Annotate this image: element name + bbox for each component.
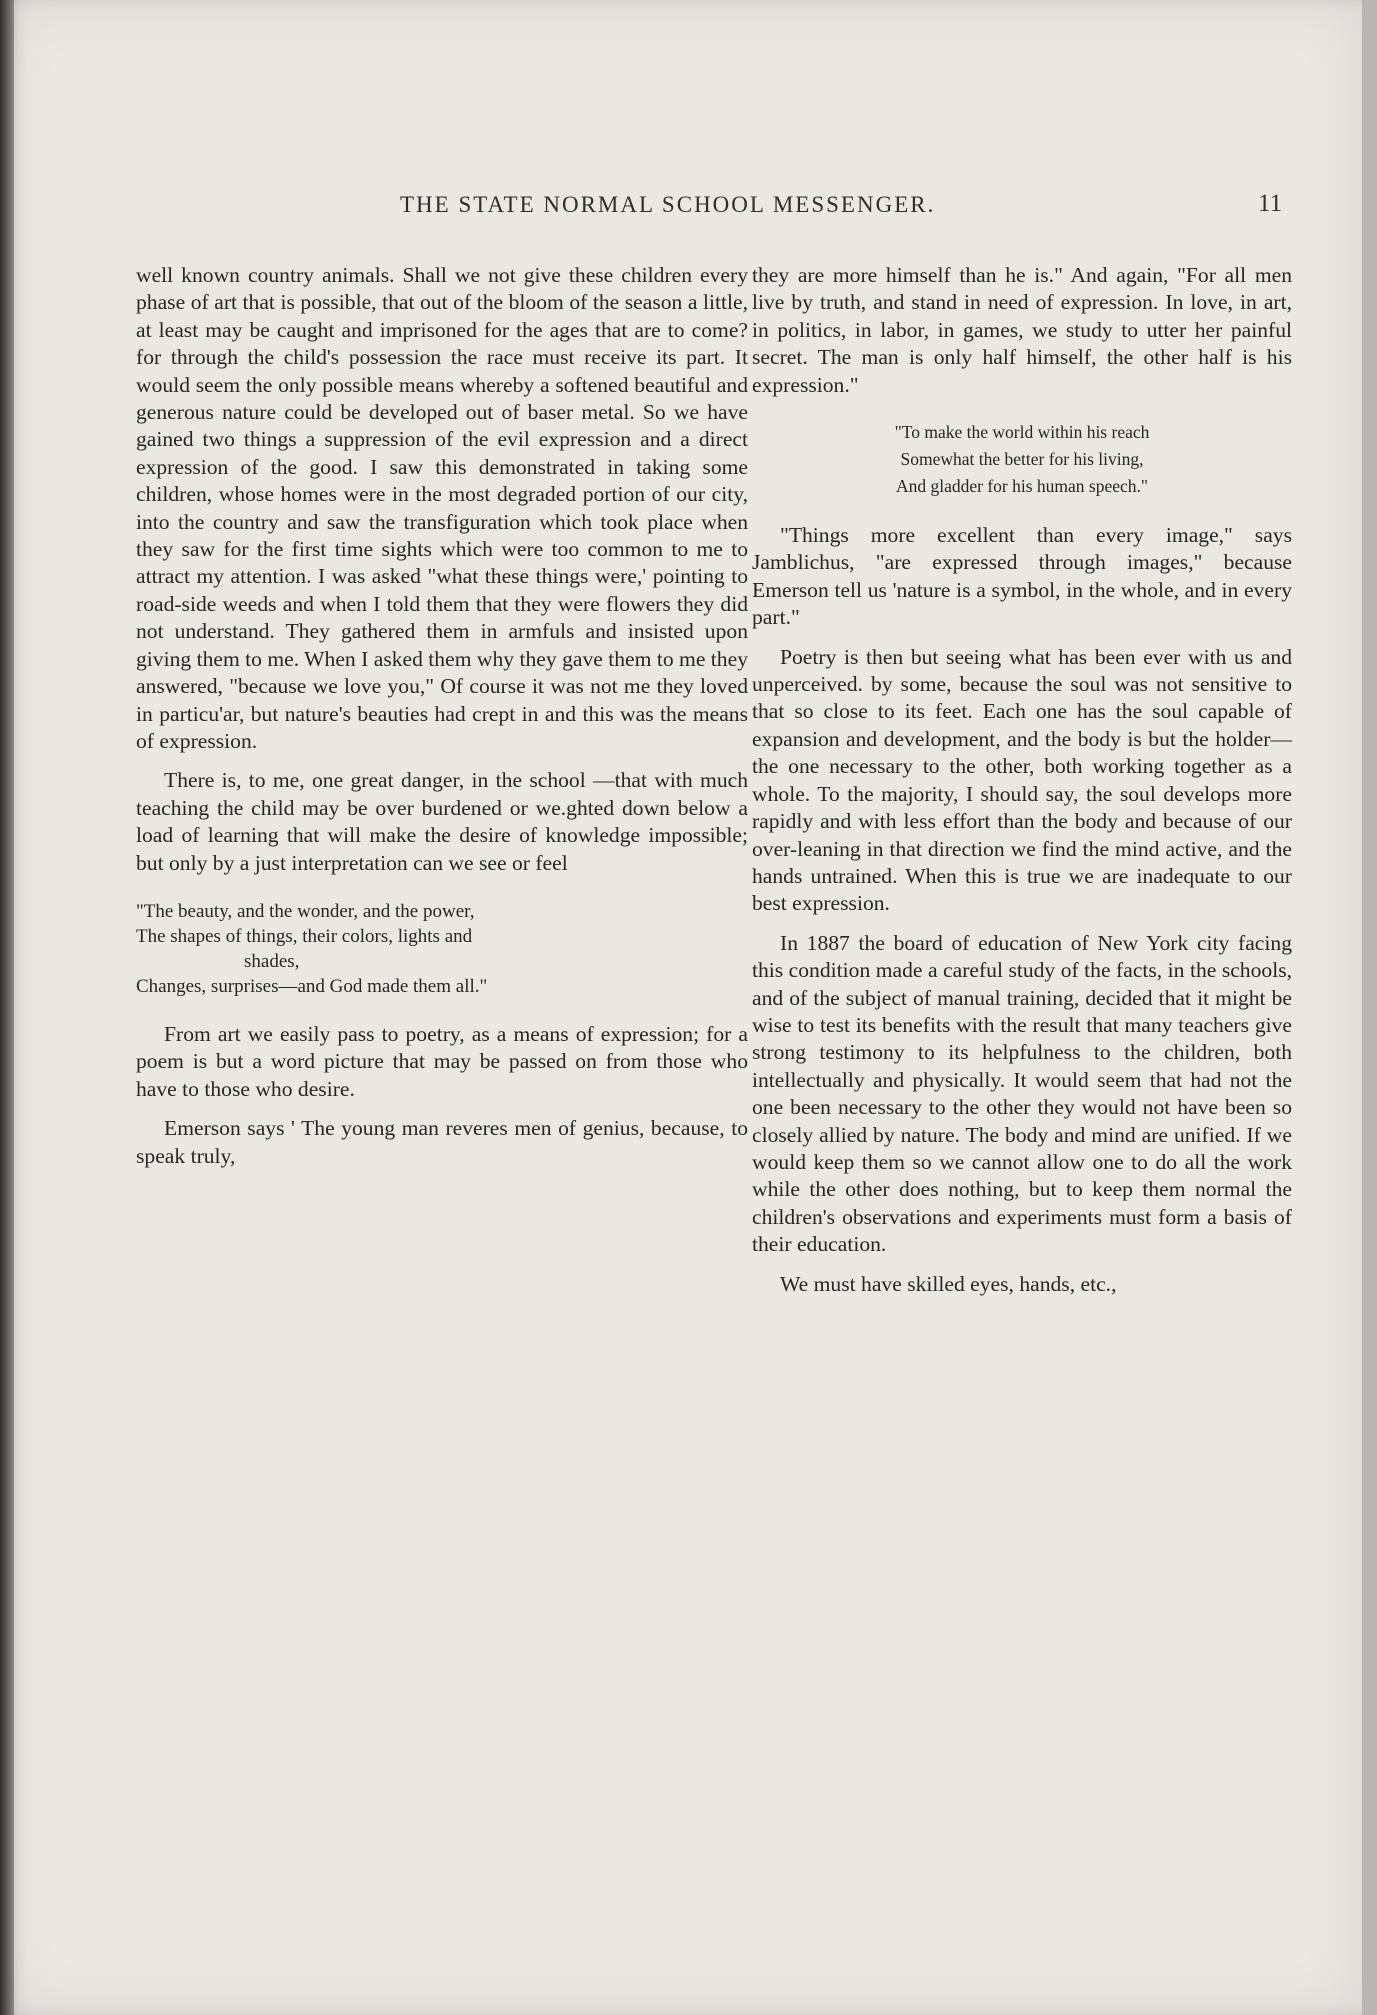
verse-quote <box>136 899 748 999</box>
verse-line: Somewhat the better for his living, <box>900 449 1144 470</box>
running-head: THE STATE NORMAL SCHOOL MESSENGER. <box>400 192 936 217</box>
verse-line: And gladder for his human speech." <box>895 476 1149 497</box>
page-number: 11 <box>1258 190 1283 217</box>
paragraph: We must have skilled eyes, hands, etc., <box>780 1271 1117 1296</box>
left-column <box>136 262 748 1170</box>
paragraph: Emerson says ' The young man reveres men of genius, because, to speak truly, <box>136 1116 748 1168</box>
paragraph: they are more himself than he is." And again, "For all men live by truth, and stand in need of expression. In love, in art, in politics, in labor, in games, we study to utter her painful secret. The man is only half himself, the other half is his expression." <box>752 263 1292 397</box>
verse-line: "To make the world within his reach <box>894 422 1150 443</box>
verse-line: shades, <box>244 950 300 972</box>
paragraph: In 1887 the board of education of New York city facing this condition made a careful study of the facts, in the schools, and of the subject of manual training, decided that it might be wise to test its benefits with the result that many teachers give strong testimony to its helpfulness to the children, both intellectually and physically. It would seem that had not the one been necessary to the other they would not have been so closely allied by nature. The body and mind are unified. If we would keep them so we cannot allow one to do all the work while the other does nothing, but to keep them normal the children's observations and experiments must form a basis of their education. <box>752 930 1292 1257</box>
paragraph: well known country animals. Shall we not give these children every phase of art that is possible, that out of the bloom of the season a little, at least may be caught and imprisoned for the ages that are to come? for through the child's possession the race must receive its part. It would seem the only possible means whereby a softened beautiful and generous nature could be developed out of baser metal. So we have gained two things a suppression of the evil expression and a direct expression of the good. I saw this demonstrated in taking some children, whose homes were in the most degraded portion of our city, into the country and saw the transfiguration which took place when they saw for the first time sights which were too common to me to attract my attention. I was asked "what these things were,' pointing to road-side weeds and when I told them that they were flowers they did not understand. They gathered them in armfuls and insisted upon giving them to me. When I asked them why they gave them to me they answered, "because we love you," Of course it was not me they loved in particu'ar, but nature's beauties had crept in and this was the means of expression. <box>136 263 748 753</box>
right-column <box>752 262 1292 1298</box>
verse-quote <box>752 419 1292 500</box>
verse-line: Changes, surprises—and God made them all." <box>136 975 488 997</box>
paragraph: There is, to me, one great danger, in the school —that with much teaching the child may be over burdened or we.ghted down below a load of learning that will make the desire of knowledge impossible; but only by a just interpretation can we see or feel <box>136 768 748 875</box>
paragraph: Poetry is then but seeing what has been ever with us and unperceived. by some, because the soul was not sensitive to that so close to its feet. Each one has the soul capable of expansion and development, and the body is but the holder—the one necessary to the other, both working together as a whole. To the majority, I should say, the soul develops more rapidly and with less effort than the body and because of our over-leaning in that direction we find the mind active, and the hands untrained. When this is true we are inadequate to our best expression. <box>752 644 1292 916</box>
page-binding-shadow <box>0 0 14 2015</box>
verse-line: "The beauty, and the wonder, and the power, <box>136 900 475 922</box>
paragraph: From art we easily pass to poetry, as a means of expression; for a poem is but a word picture that may be passed on from those who have to those who desire. <box>136 1021 748 1101</box>
verse-line: The shapes of things, their colors, lights and <box>136 925 473 947</box>
paragraph: "Things more excellent than every image," says Jamblichus, "are expressed through images," because Emerson tell us 'nature is a symbol, in the whole, and in every part." <box>752 523 1292 630</box>
